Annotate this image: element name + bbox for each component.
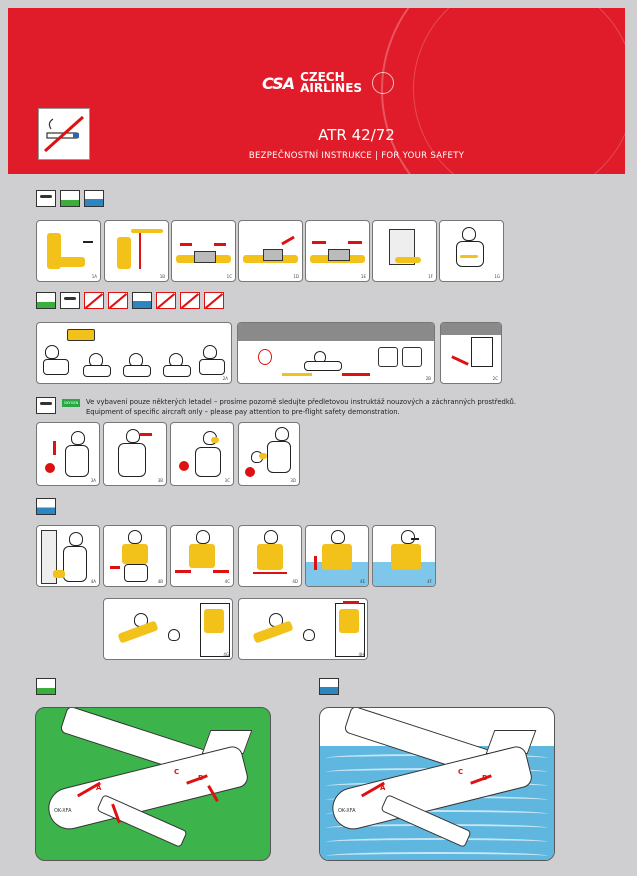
seatbelt-release-panel [305, 220, 370, 282]
panel-number: 3D [290, 478, 296, 483]
panel-number: 1A [91, 274, 97, 279]
logo-mark: CSA [262, 73, 295, 93]
seatbelt-tighten-panel [238, 220, 303, 282]
logo-line1: CZECH [300, 70, 345, 84]
no-bag-icon [84, 292, 104, 309]
oxygen-note-en: Equipment of specific aircraft only – please pay attention to pre-flight safety demonstration. [86, 408, 400, 416]
exit-a-label: A [96, 784, 102, 792]
landing-water-icon [84, 190, 104, 207]
child-vest-panel [103, 598, 233, 660]
panel-number: 3A [90, 478, 96, 483]
oxygen-mask-child-panel [238, 422, 300, 486]
brace-sign-icon [67, 329, 95, 341]
exit-light-icon [258, 349, 272, 365]
logo-line2: AIRLINES [300, 81, 363, 95]
takeoff-icon [36, 190, 56, 207]
header-swoosh-inner [413, 8, 625, 174]
exit-a-label: A [380, 784, 386, 792]
child-on-lap-panel [439, 220, 504, 282]
cabin-pressure-icon [36, 397, 56, 414]
oxygen-note-cz: Ve vybavení pouze některých letadel – prosíme pozorně sledujte předletovou instruktáž nouzových a záchranných prostředků. [86, 398, 517, 406]
panel-number: 3C [224, 478, 230, 483]
seat-belt-on-seat-panel [372, 220, 437, 282]
oxygen-mask-drop-panel [36, 422, 100, 486]
no-luggage-icon [204, 292, 224, 309]
panel-number: 3B [157, 478, 163, 483]
panel-number: 4F [427, 579, 432, 584]
exit-slide-panel [440, 322, 502, 384]
registration-text: OK-XFA [54, 808, 72, 814]
seatbelt-fasten-panel [171, 220, 236, 282]
panel-number: 4G [223, 652, 229, 657]
land-exits-diagram [35, 707, 271, 861]
no-inflate-icon [180, 292, 200, 309]
airline-logo [262, 72, 394, 94]
panel-number: 2A [222, 376, 228, 381]
registration-text: OK-XFA [338, 808, 356, 814]
panel-number: 4E [359, 579, 365, 584]
life-vest-location-panel [36, 525, 100, 587]
panel-number: 2B [425, 376, 431, 381]
panel-number: 1B [159, 274, 165, 279]
oxygen-mask-pull-panel [103, 422, 167, 486]
panel-number: 1E [360, 274, 366, 279]
life-vest-straps-panel [170, 525, 234, 587]
oxygen-tag: OXYGEN [63, 401, 79, 405]
landing-land-icon [60, 190, 80, 207]
water-evacuation-icon [319, 678, 339, 695]
card-subtitle: BEZPEČNOSTNÍ INSTRUKCE | FOR YOUR SAFETY [248, 151, 465, 161]
alliance-badge-icon [372, 72, 394, 94]
exit-c-label: C [458, 768, 464, 776]
life-vest-open-panel [103, 525, 167, 587]
panel-number: 1C [226, 274, 232, 279]
infant-vest-panel [238, 598, 368, 660]
life-vest-tighten-panel [238, 525, 302, 587]
panel-number: 1F [428, 274, 433, 279]
oxygen-note [62, 397, 582, 417]
brace-position-panel [36, 322, 232, 384]
plane-icon [60, 292, 80, 309]
aircraft-model: ATR 42/72 [318, 126, 395, 144]
panel-number: 4C [224, 579, 230, 584]
no-jump-icon [108, 292, 128, 309]
panel-number: 4A [90, 579, 96, 584]
exit-c-label: C [174, 768, 180, 776]
logo-name [300, 72, 362, 94]
water-exits-diagram [319, 707, 555, 861]
panel-number: 1G [494, 274, 500, 279]
header [8, 8, 625, 174]
life-vest-water-icon [36, 498, 56, 515]
land-icon [36, 292, 56, 309]
panel-number: 4D [292, 579, 298, 584]
panel-number: 4H [358, 652, 364, 657]
smoke-cloud [238, 323, 434, 341]
oxygen-mask-wear-panel [170, 422, 234, 486]
tray-table-panel [104, 220, 169, 282]
panel-number: 1D [293, 274, 299, 279]
panel-number: 2C [492, 376, 498, 381]
panel-number: 4B [157, 579, 163, 584]
land-evacuation-icon [36, 678, 56, 695]
smoke-evacuation-panel [237, 322, 435, 384]
no-heels-icon [156, 292, 176, 309]
seat-upright-panel [36, 220, 101, 282]
life-vest-mouthpiece-panel [372, 525, 436, 587]
life-vest-inflate-panel [305, 525, 369, 587]
water-icon [132, 292, 152, 309]
